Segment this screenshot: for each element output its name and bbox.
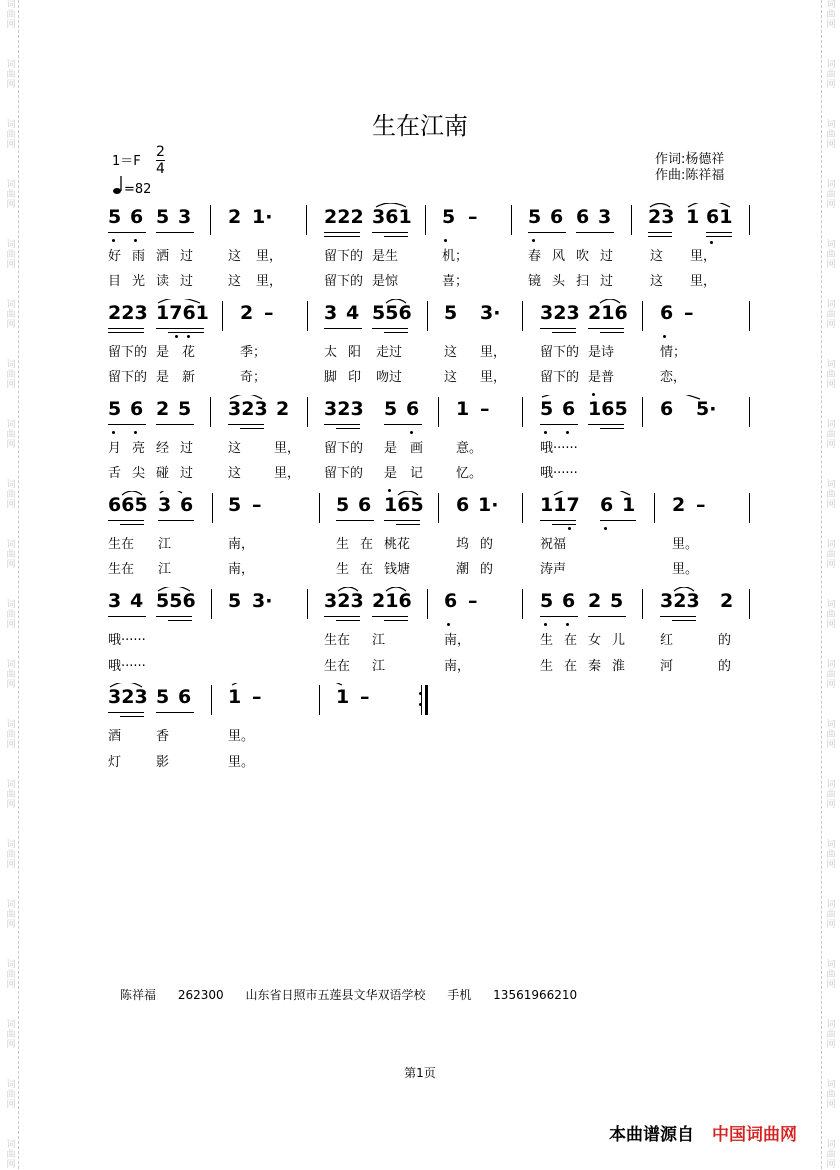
note: 2 <box>156 398 170 420</box>
note: – <box>468 206 478 228</box>
time-signature <box>156 144 165 177</box>
watermark-mark: 词 曲 网 <box>6 360 16 390</box>
credits <box>655 152 724 184</box>
watermark-mark: 词 曲 网 <box>6 540 16 570</box>
note: 5 <box>610 590 624 612</box>
watermark-mark: 词 曲 网 <box>6 840 16 870</box>
slurs <box>0 395 840 435</box>
note: 5 <box>444 302 458 324</box>
note: 2 <box>672 494 686 516</box>
watermark-mark: 词 曲 网 <box>826 0 836 30</box>
composer: 作曲:陈祥福 <box>655 168 725 183</box>
lyric-line: 留下的 是 花 季； 太 阳 走过 这 里， 留下的 是诗 情； <box>108 345 687 360</box>
watermark-mark: 词 曲 网 <box>6 780 16 810</box>
watermark-mark: 词 曲 网 <box>6 960 16 990</box>
watermark-mark: 词 曲 网 <box>6 1140 16 1170</box>
note: 5 <box>156 206 170 228</box>
score-row-1 <box>0 203 840 243</box>
watermark-mark: 词 曲 网 <box>6 480 16 510</box>
note: 556 <box>372 302 412 324</box>
note: – <box>480 398 490 420</box>
note: 223 <box>108 302 148 324</box>
note: – <box>264 302 274 324</box>
note: 323 <box>228 398 268 420</box>
note: 1 <box>686 206 700 228</box>
note: 323 <box>540 302 580 324</box>
lyric-line: 哦······ 生在 江 南， 生 在 女 儿 红 的 <box>108 633 732 648</box>
watermark-mark: 词 曲 网 <box>6 240 16 270</box>
note: 2 <box>720 590 734 612</box>
note: 2 <box>228 206 242 228</box>
watermark-mark: 词 曲 网 <box>6 180 16 210</box>
note: 5 <box>528 206 542 228</box>
watermark-mark: 词 曲 网 <box>6 300 16 330</box>
watermark-mark: 词 曲 网 <box>826 600 836 630</box>
note: 3 <box>324 302 338 324</box>
time-bottom: 4 <box>156 161 165 177</box>
watermark-mark: 词 曲 网 <box>826 180 836 210</box>
note: 6 <box>562 398 576 420</box>
lyric-line: 生在 江 南， 生 在 桃花 坞 的 祝福 里。 <box>108 537 699 552</box>
note: – <box>684 302 694 324</box>
note: 5 <box>540 590 554 612</box>
left-margin-strip <box>0 0 19 1169</box>
note: 117 <box>540 494 580 516</box>
slurs <box>0 299 840 339</box>
note: 6 <box>406 398 420 420</box>
contact-info <box>120 986 595 1003</box>
note: 23 <box>648 206 675 228</box>
note: 5 <box>156 686 170 708</box>
key-signature: 1＝F <box>112 154 141 169</box>
right-margin-strip <box>821 0 840 1169</box>
note: 165 <box>588 398 628 420</box>
source-credit <box>609 1120 797 1145</box>
lyric-line: 生在 江 南， 生 在 钱塘 潮 的 涛声 里。 <box>108 562 699 577</box>
source-site-link[interactable]: 中国词曲网 <box>712 1125 797 1145</box>
note: 216 <box>588 302 628 324</box>
note: 6 <box>660 398 674 420</box>
note: 323 <box>108 686 148 708</box>
tempo-value: =82 <box>124 182 152 197</box>
watermark-mark: 词 曲 网 <box>6 0 16 30</box>
note: 1· <box>252 206 273 228</box>
source-label: 本曲谱源自 <box>609 1125 694 1145</box>
watermark-mark: 词 曲 网 <box>826 120 836 150</box>
note: 5 <box>384 398 398 420</box>
note: 61 <box>706 206 733 228</box>
watermark-mark: 词 曲 网 <box>826 780 836 810</box>
lyricist: 作词:杨德祥 <box>655 152 725 167</box>
note: 5 <box>108 398 122 420</box>
note: – <box>360 686 370 708</box>
author-name: 陈祥福 <box>120 988 157 1002</box>
note: 5· <box>696 398 717 420</box>
note: 6 <box>456 494 470 516</box>
watermark-mark: 词 曲 网 <box>826 360 836 390</box>
note: 2 <box>588 590 602 612</box>
watermark-mark: 词 曲 网 <box>6 1020 16 1050</box>
watermark-mark: 词 曲 网 <box>826 300 836 330</box>
watermark-mark: 词 曲 网 <box>826 480 836 510</box>
note: 4 <box>346 302 360 324</box>
note: 556 <box>156 590 196 612</box>
watermark-mark: 词 曲 网 <box>826 60 836 90</box>
score-row-2 <box>0 299 840 339</box>
note: 3 <box>108 590 122 612</box>
note: 2 <box>240 302 254 324</box>
note: 361 <box>372 206 412 228</box>
watermark-mark: 词 曲 网 <box>826 960 836 990</box>
note: 5 <box>336 494 350 516</box>
lyric-line: 留下的 是 新 奇； 脚 印 吻过 这 里， 留下的 是普 恋， <box>108 370 687 385</box>
note: 6 <box>660 302 674 324</box>
score-row-3 <box>0 395 840 435</box>
note: – <box>252 494 262 516</box>
address: 山东省日照市五莲县文华双语学校 <box>245 988 426 1002</box>
note: 3 <box>158 494 172 516</box>
note: 216 <box>372 590 412 612</box>
note: 3 <box>178 206 192 228</box>
page-number: 第1页 <box>404 1066 436 1080</box>
note: 6 <box>600 494 614 516</box>
watermark-mark: 词 曲 网 <box>826 900 836 930</box>
watermark-mark: 词 曲 网 <box>6 420 16 450</box>
watermark-mark: 词 曲 网 <box>826 420 836 450</box>
note: 3· <box>252 590 273 612</box>
song-title: 生在江南 <box>372 112 468 140</box>
slurs <box>0 683 840 723</box>
note: 1· <box>478 494 499 516</box>
phone-label: 手机 <box>447 988 472 1002</box>
note: 323 <box>660 590 700 612</box>
note: 323 <box>324 398 364 420</box>
slurs <box>0 491 840 531</box>
watermark-mark: 词 曲 网 <box>6 60 16 90</box>
note: 6 <box>180 494 194 516</box>
note: 6 <box>358 494 372 516</box>
note: 1 <box>456 398 470 420</box>
note: 5 <box>442 206 456 228</box>
note: 3· <box>480 302 501 324</box>
note: 1 <box>622 494 636 516</box>
note: 6 <box>550 206 564 228</box>
note: 3 <box>598 206 612 228</box>
note: 165 <box>384 494 424 516</box>
note: 323 <box>324 590 364 612</box>
note: – <box>696 494 706 516</box>
note: 1761 <box>156 302 209 324</box>
note: 5 <box>108 206 122 228</box>
note: 6 <box>444 590 458 612</box>
watermark-mark: 词 曲 网 <box>826 720 836 750</box>
note: 5 <box>540 398 554 420</box>
score-row-4 <box>0 491 840 531</box>
lyric-line: 哦······ 生在 江 南， 生 在 秦 淮 河 的 <box>108 659 732 674</box>
note: 6 <box>576 206 590 228</box>
time-top: 2 <box>156 144 165 160</box>
note: 6 <box>562 590 576 612</box>
quarter-note-icon <box>112 176 124 196</box>
note: 5 <box>228 494 242 516</box>
watermark-mark: 词 曲 网 <box>6 120 16 150</box>
watermark-mark: 词 曲 网 <box>826 1140 836 1170</box>
lyric-line: 月 亮 经 过 这 里， 留下的 是 画 意。 哦······ <box>108 441 578 456</box>
watermark-mark: 词 曲 网 <box>826 1020 836 1050</box>
note: 5 <box>228 590 242 612</box>
lyric-line: 好 雨 洒 过 这 里， 留下的 是生 机； 春 风 吹 过 这 里， <box>108 249 717 264</box>
postcode: 262300 <box>177 988 224 1002</box>
note: 5 <box>178 398 192 420</box>
note: 6 <box>130 206 144 228</box>
watermark-mark: 词 曲 网 <box>826 240 836 270</box>
note: 6 <box>130 398 144 420</box>
watermark-mark: 词 曲 网 <box>826 660 836 690</box>
slurs <box>0 203 840 243</box>
score-row-5 <box>0 587 840 627</box>
note: 1 <box>336 686 350 708</box>
score-row-6 <box>0 683 840 723</box>
phone-number: 13561966210 <box>493 988 578 1002</box>
slurs <box>0 587 840 627</box>
watermark-mark: 词 曲 网 <box>6 600 16 630</box>
lyric-line: 灯 影 里。 <box>108 755 255 770</box>
watermark-mark: 词 曲 网 <box>6 660 16 690</box>
note: 1 <box>228 686 242 708</box>
lyric-line: 酒 香 里。 <box>108 729 255 744</box>
watermark-mark: 词 曲 网 <box>6 720 16 750</box>
note: 222 <box>324 206 364 228</box>
watermark-mark: 词 曲 网 <box>6 1080 16 1110</box>
note: 6 <box>178 686 192 708</box>
note: 665 <box>108 494 148 516</box>
note: – <box>252 686 262 708</box>
lyric-line: 舌 尖 碰 过 这 里， 留下的 是 记 忆。 哦······ <box>108 466 578 481</box>
watermark-mark: 词 曲 网 <box>826 540 836 570</box>
watermark-mark: 词 曲 网 <box>6 900 16 930</box>
lyric-line: 目 光 读 过 这 里， 留下的 是惊 喜； 镜 头 扫 过 这 里， <box>108 274 717 289</box>
note: 2 <box>276 398 290 420</box>
watermark-mark: 词 曲 网 <box>826 1080 836 1110</box>
tempo-marking <box>112 176 151 197</box>
note: – <box>468 590 478 612</box>
note: 4 <box>130 590 144 612</box>
watermark-mark: 词 曲 网 <box>826 840 836 870</box>
